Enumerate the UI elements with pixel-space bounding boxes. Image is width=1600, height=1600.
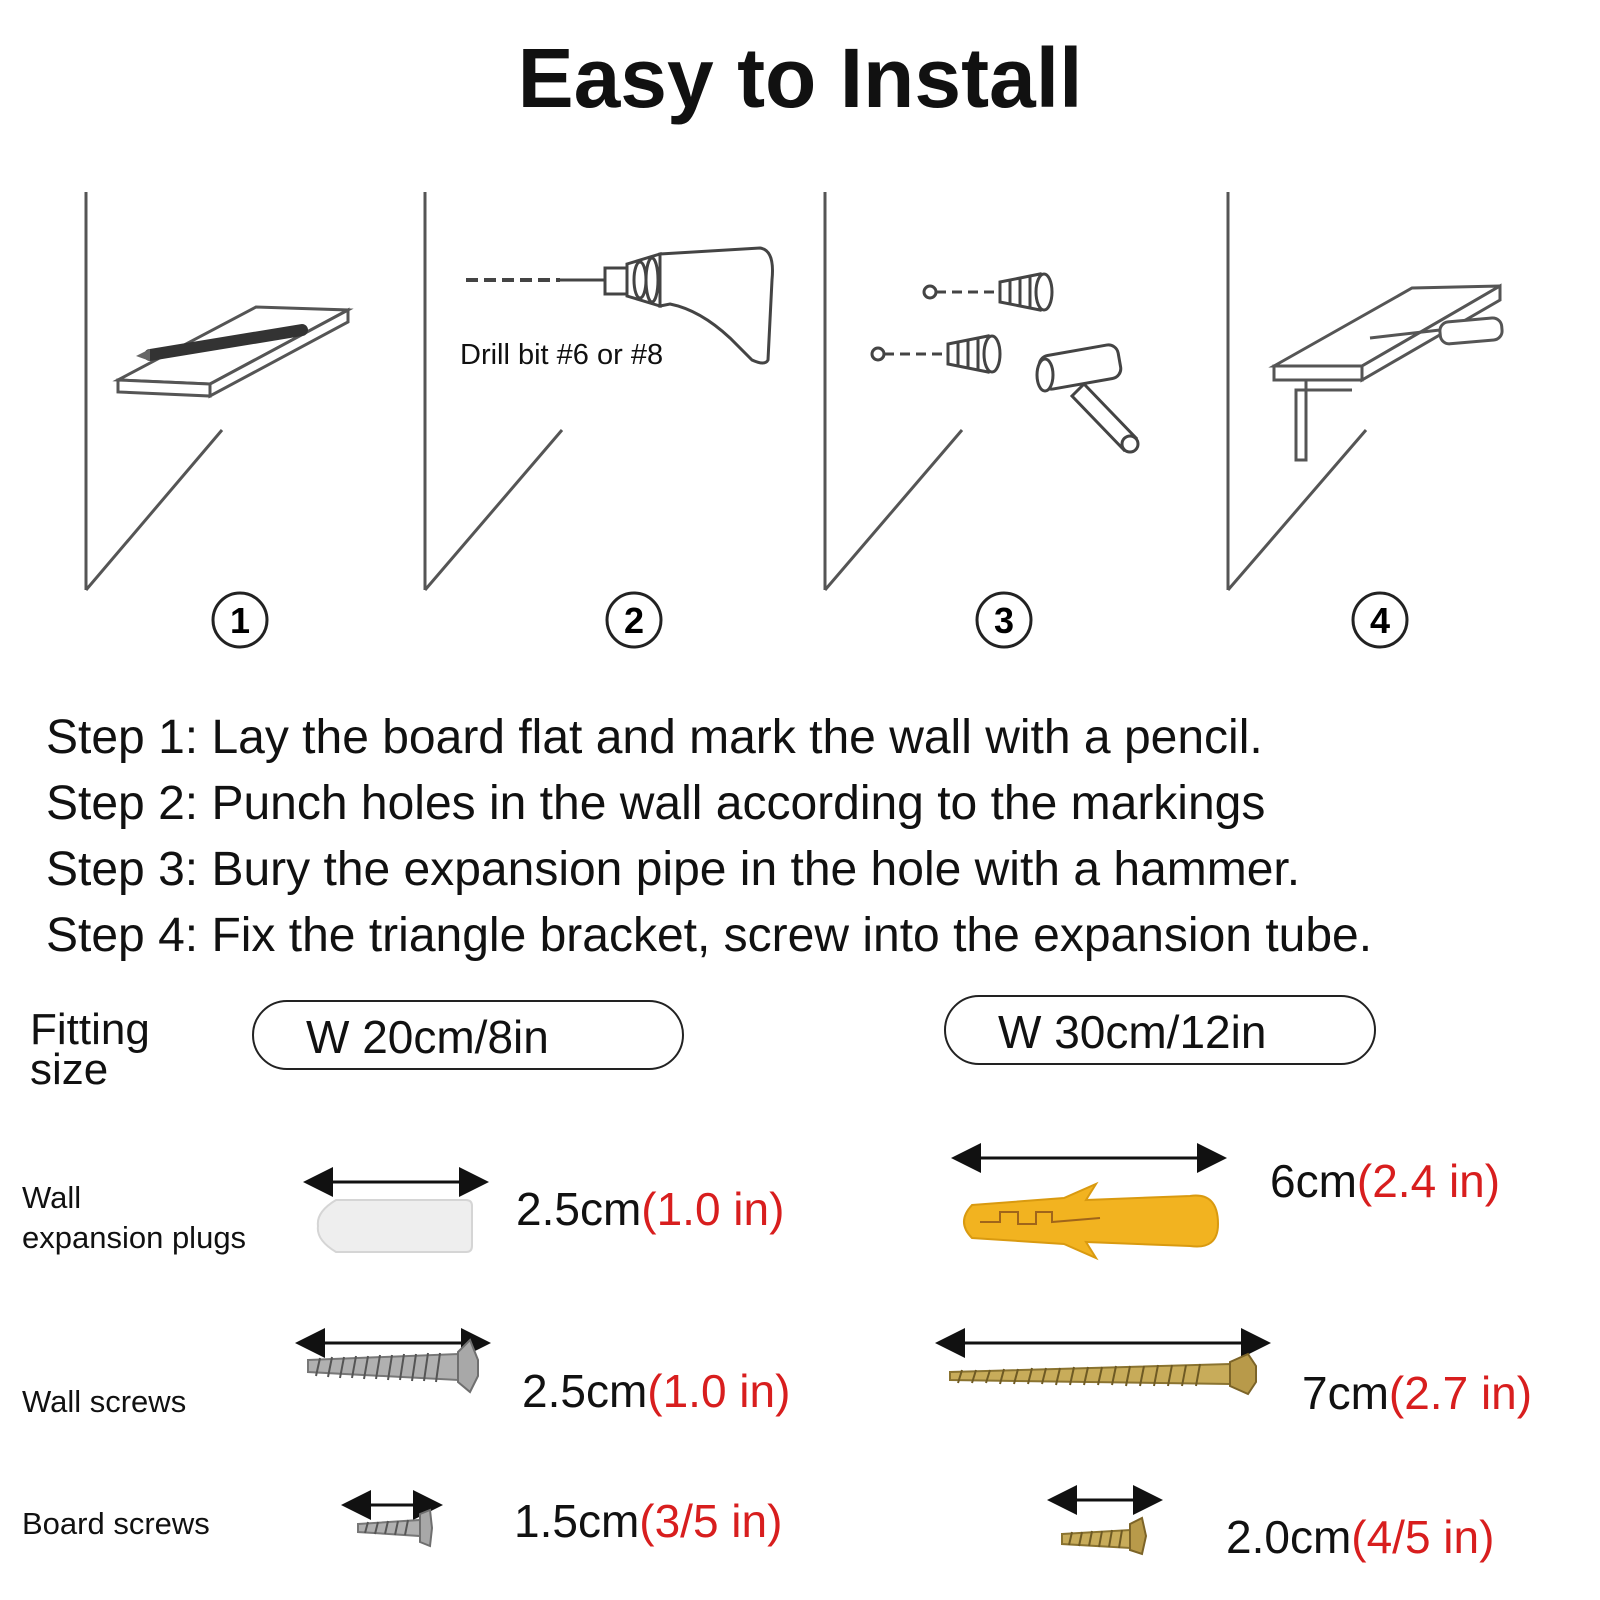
floor-line-3	[825, 430, 962, 590]
hammer-icon	[1037, 343, 1138, 452]
plug-insert-icon	[872, 274, 1052, 372]
step-number-3: 3	[993, 600, 1015, 641]
plug-large-icon	[964, 1184, 1218, 1258]
step-3-text: Step 3: Bury the expansion pipe in the hole with a hammer.	[46, 843, 1301, 896]
drill-bit-label: Drill bit #6 or #8	[460, 339, 664, 371]
plug-small-size: 2.5cm(1.0 in)	[516, 1183, 785, 1235]
floor-line-1	[86, 430, 222, 590]
step-number-2: 2	[623, 600, 645, 641]
wall-screw-large-icon	[950, 1354, 1256, 1394]
shelf-bracket-icon	[1274, 286, 1500, 460]
step-1-text: Step 1: Lay the board flat and mark the wall with a pencil.	[46, 711, 1263, 764]
wall-screw-small-icon	[308, 1340, 478, 1392]
size-pill-20cm: W 20cm/8in	[252, 1000, 684, 1070]
page-title: Easy to Install	[517, 31, 1083, 125]
plug-large-size: 6cm(2.4 in)	[1270, 1155, 1501, 1207]
fitting-size-label: Fitting size	[30, 1005, 150, 1094]
wall-screw-large-size: 7cm(2.7 in)	[1302, 1367, 1533, 1419]
board-screw-large-size: 2.0cm(4/5 in)	[1226, 1511, 1495, 1563]
wall-screws-label: Wall screws	[22, 1384, 187, 1419]
installation-diagram	[0, 170, 1600, 660]
board-screws-label: Board screws	[22, 1506, 210, 1541]
board-screw-small-icon	[358, 1510, 432, 1546]
step-number-1: 1	[229, 600, 251, 641]
step-number-badges	[213, 593, 1407, 647]
plug-small-icon	[318, 1200, 472, 1252]
wall-screw-small-size: 2.5cm(1.0 in)	[522, 1365, 791, 1417]
board-screw-large-icon	[1062, 1518, 1146, 1554]
floor-line-2	[425, 430, 562, 590]
step-number-4: 4	[1369, 600, 1391, 641]
wall-plugs-label: Wall expansion plugs	[22, 1180, 247, 1255]
step-2-text: Step 2: Punch holes in the wall according to the markings	[46, 777, 1266, 830]
size-pill-30cm: W 30cm/12in	[944, 995, 1376, 1065]
step-4-text: Step 4: Fix the triangle bracket, screw into the expansion tube.	[46, 909, 1373, 962]
board-screw-small-size: 1.5cm(3/5 in)	[514, 1495, 783, 1547]
